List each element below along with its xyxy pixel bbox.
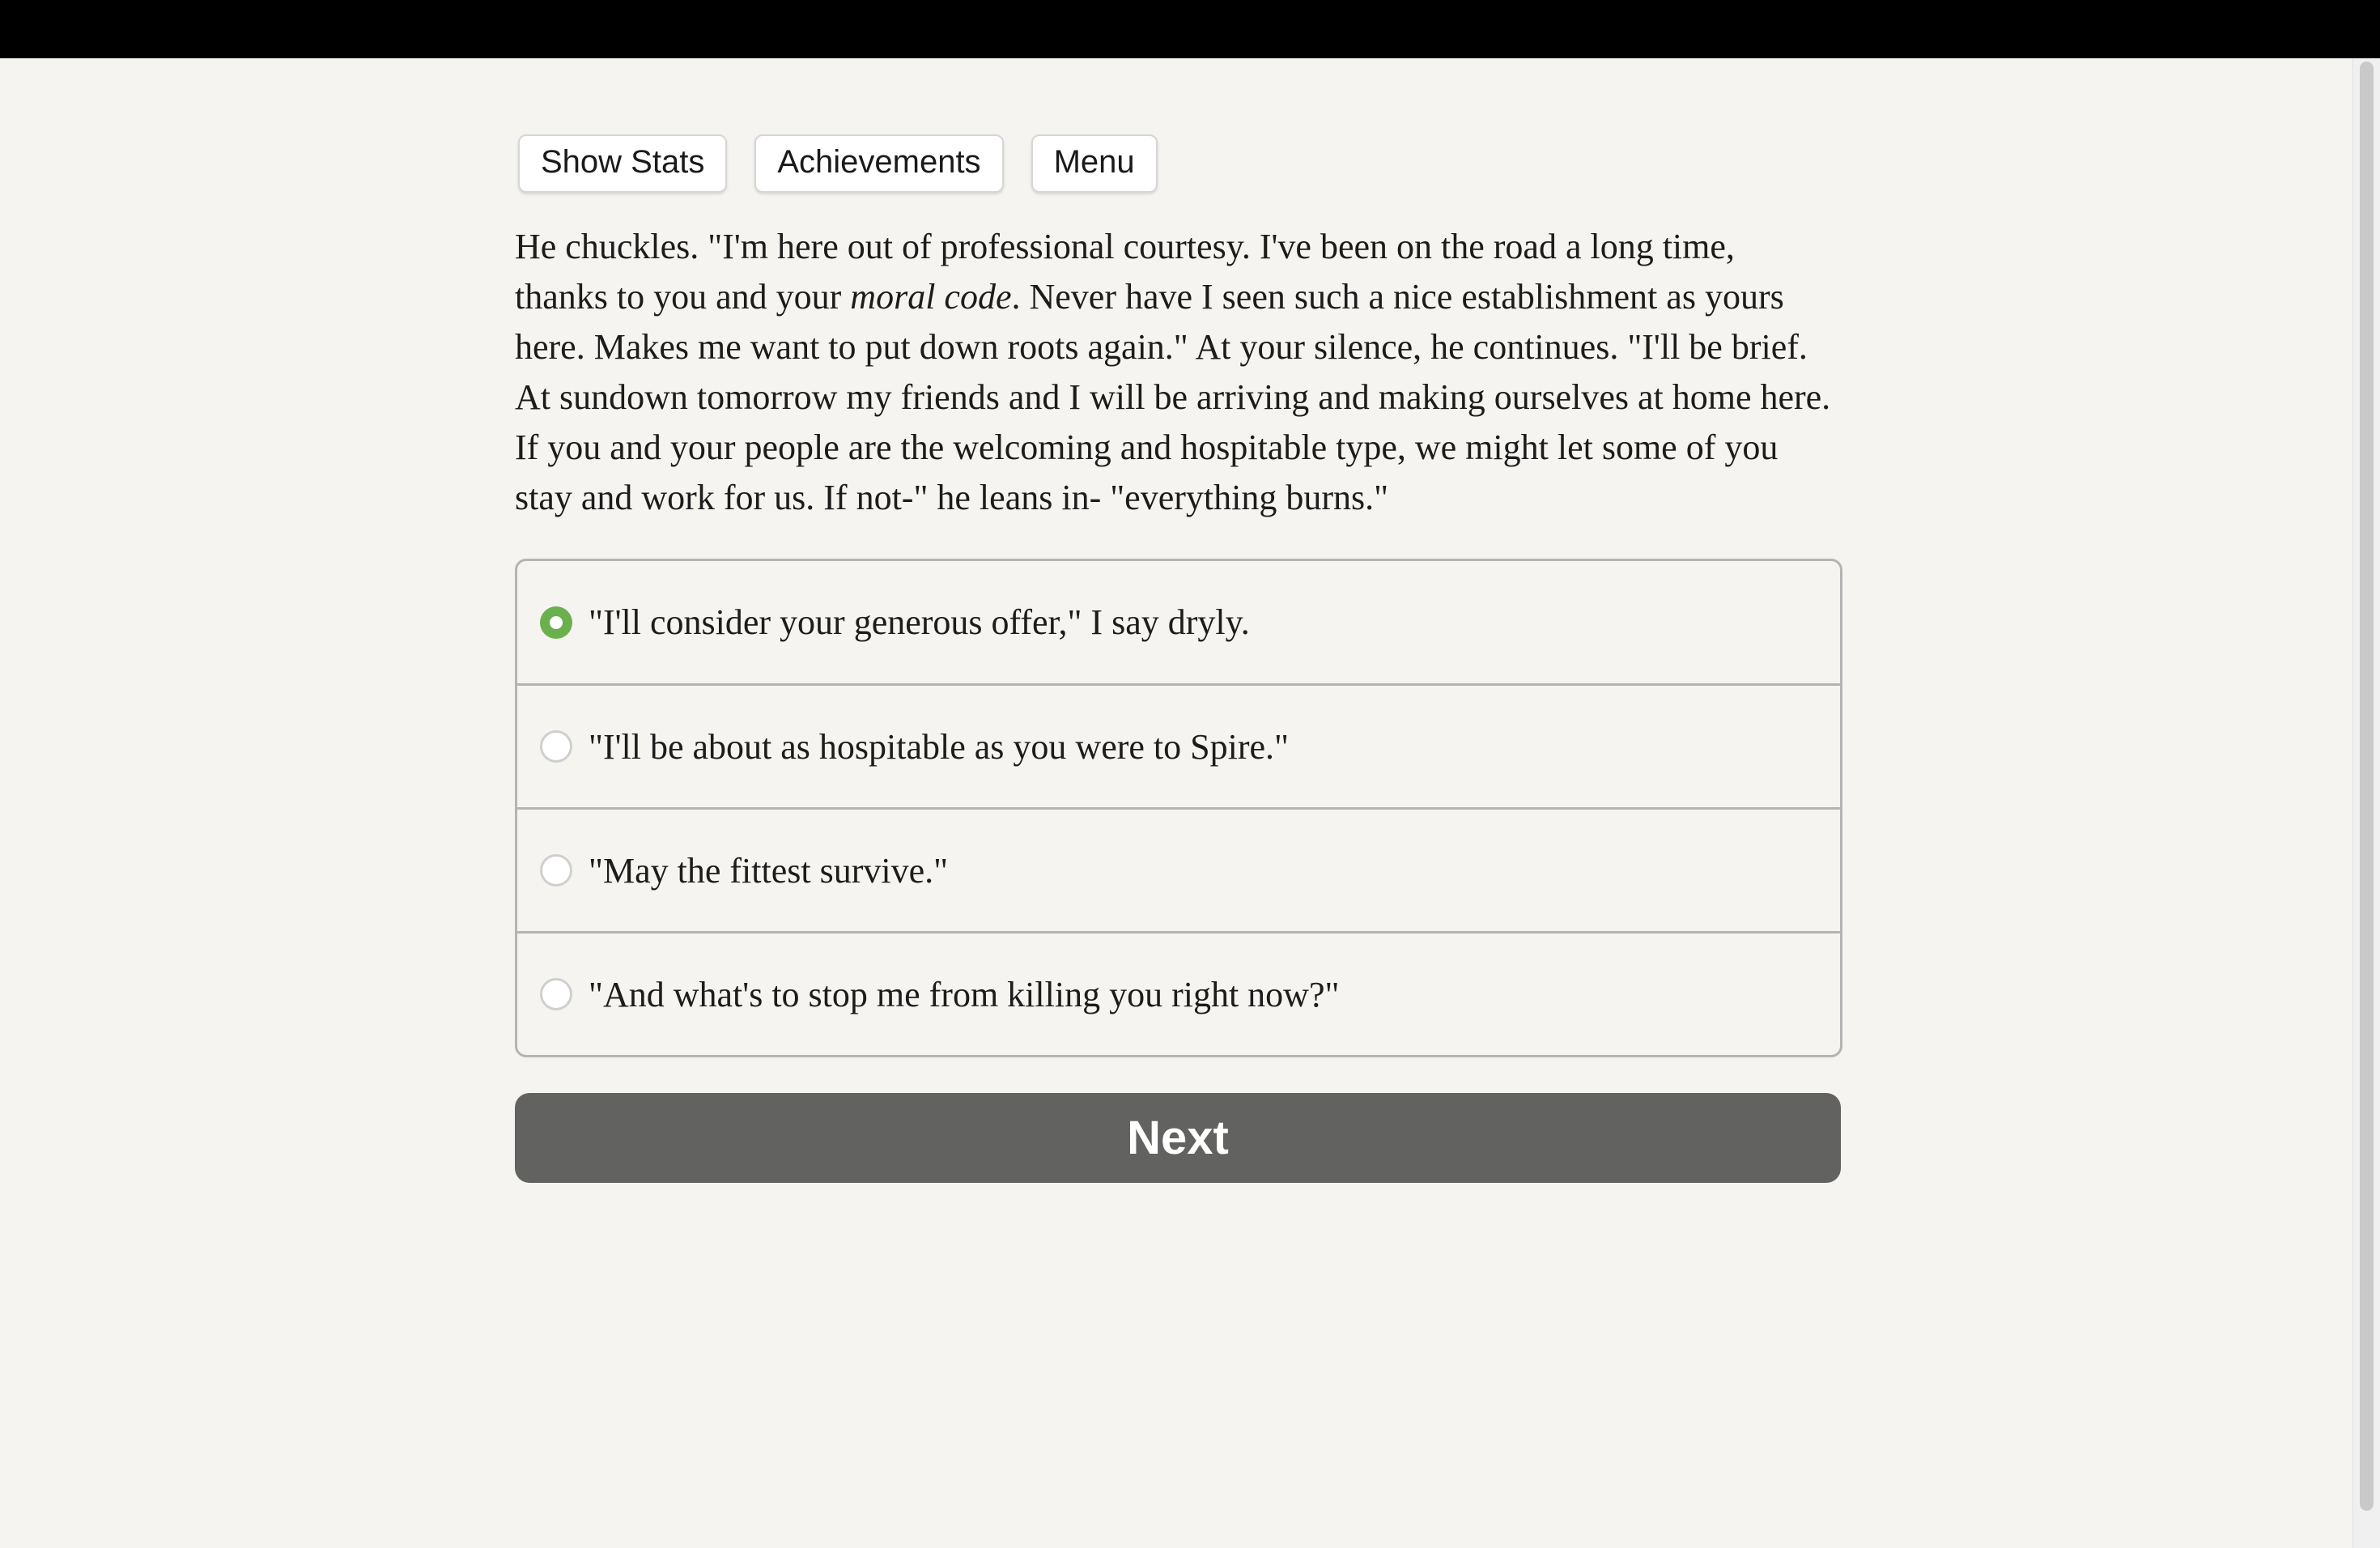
choice-option-2[interactable]	[517, 683, 1840, 807]
radio-button-icon[interactable]	[540, 730, 572, 763]
story-text	[515, 222, 1834, 523]
choice-label: "May the fittest survive."	[589, 850, 949, 891]
radio-button-icon[interactable]	[540, 978, 572, 1010]
story-emphasis: moral code	[850, 277, 1012, 317]
choice-label: "I'll be about as hospitable as you were to Spire."	[589, 726, 1289, 767]
choice-label: "And what's to stop me from killing you right now?"	[589, 974, 1340, 1014]
toolbar	[518, 134, 1841, 189]
choice-list	[515, 559, 1842, 1057]
choice-option-3[interactable]	[517, 807, 1840, 931]
menu-button[interactable]: Menu	[1031, 134, 1158, 193]
story-text-part-2: . Never have I seen such a nice establishment as yours here. Makes me want to put down roots again." At your silence, he continues. "I'll be brief. At sundown tomorrow my friends and I will be arriving and making ourselves at home here. If you and your people are the welcoming and hospitable type, we might let some of you stay and work for us. If not-" he leans in- "everything burns."	[515, 277, 1831, 517]
story-paragraph	[515, 222, 1834, 523]
window-top-bar	[0, 0, 2380, 58]
show-stats-button[interactable]: Show Stats	[518, 134, 727, 193]
scrollbar-thumb[interactable]	[2360, 62, 2374, 1511]
vertical-scrollbar[interactable]	[2352, 58, 2380, 1548]
game-content	[515, 134, 1841, 1183]
radio-button-icon[interactable]	[540, 606, 572, 639]
choice-label: "I'll consider your generous offer," I say dryly.	[589, 602, 1250, 642]
radio-button-icon[interactable]	[540, 854, 572, 887]
story-text-part-1: He chuckles. "I'm here out of professional courtesy. I've been on the road a long time, thanks to you and your	[515, 227, 1735, 317]
next-button[interactable]: Next	[515, 1093, 1841, 1183]
choice-option-1[interactable]	[517, 561, 1840, 683]
choice-option-4[interactable]	[517, 931, 1840, 1055]
achievements-button[interactable]: Achievements	[754, 134, 1003, 193]
